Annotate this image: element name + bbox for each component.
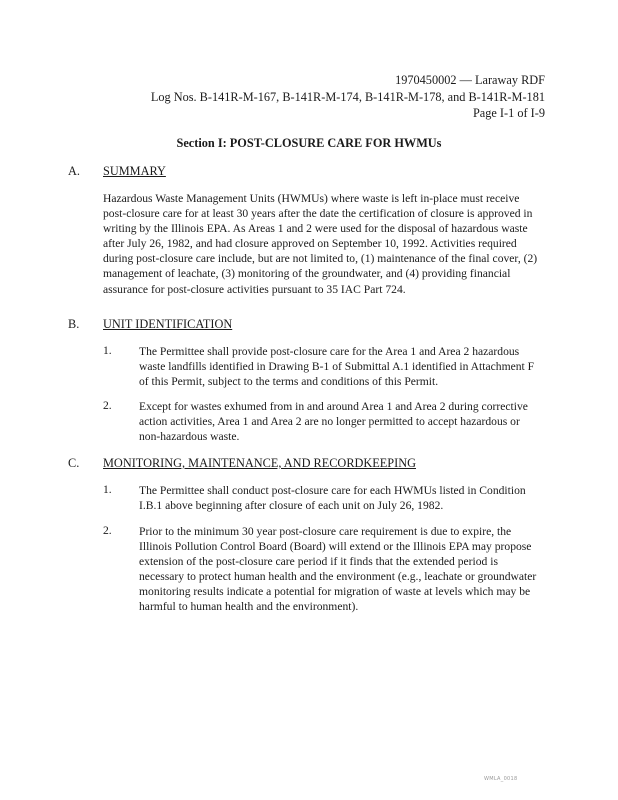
header-log-numbers: Log Nos. B-141R-M-167, B-141R-M-174, B-141R-M-178, and B-141R-M-181	[150, 89, 545, 104]
c-item-1-number: 1.	[103, 483, 112, 496]
b-item-1-text: The Permittee shall provide post-closure care for the Area 1 and Area 2 hazardous waste landfills identified in Drawing B-1 of Submittal A.1 identified in Attachment F of this Permit, subject to the terms and conditions of this Permit.	[139, 345, 535, 389]
section-b-letter: B.	[68, 317, 80, 331]
c-item-2-number: 2.	[103, 524, 112, 537]
section-b-heading: UNIT IDENTIFICATION	[103, 317, 233, 331]
c-item-1-text: The Permittee shall conduct post-closure care for each HWMUs listed in Condition I.B.1 above beginning after closure of each unit on July 26, 1982.	[139, 484, 526, 513]
c-item-2-text: Prior to the minimum 30 year post-closure care requirement is due to expire, the Illinois Pollution Control Board (Board) will extend or the Illinois EPA may propose extension of the post-closure care period if it finds that the extended period is necessary to protect human health and the environment (e.g., leachate or groundwater monitoring results indicate a potential for migration of waste at levels which may be harmful to human health and the environment).	[139, 525, 537, 614]
section-title: Section I: POST-CLOSURE CARE FOR HWMUs	[176, 136, 442, 150]
bates-stamp: WMLA_0018	[484, 776, 518, 782]
header-page-number: Page I-1 of I-9	[472, 106, 545, 120]
section-c-heading: MONITORING, MAINTENANCE, AND RECORDKEEPING	[103, 456, 416, 470]
summary-paragraph: Hazardous Waste Management Units (HWMUs) where waste is left in-place must receive post-closure care for at least 30 years after the date the certification of closure is approved in writing by the Illinois EPA. As Areas 1 and 2 were used for the disposal of hazardous waste after July 26, 1982, and had closure approved on September 10, 1992. Activities required during post-closure care include, but are not limited to, (1) maintenance of the final cover, (2) management of leachate, (3) monitoring of the groundwater, and (4) providing financial assurance for post-closure activities pursuant to 35 IAC Part 724.	[103, 192, 538, 296]
page-header	[151, 72, 545, 122]
section-a-heading: SUMMARY	[103, 164, 166, 178]
section-a-letter: A.	[68, 164, 80, 178]
section-c-letter: C.	[68, 456, 80, 470]
b-item-2-number: 2.	[103, 399, 112, 412]
b-item-2-text: Except for wastes exhumed from in and around Area 1 and Area 2 during corrective action activities, Area 1 and Area 2 are no longer permitted to accept hazardous or non-hazardous waste.	[139, 400, 528, 444]
header-permit-line: 1970450002 — Laraway RDF	[395, 73, 545, 87]
b-item-1-number: 1.	[103, 344, 112, 357]
